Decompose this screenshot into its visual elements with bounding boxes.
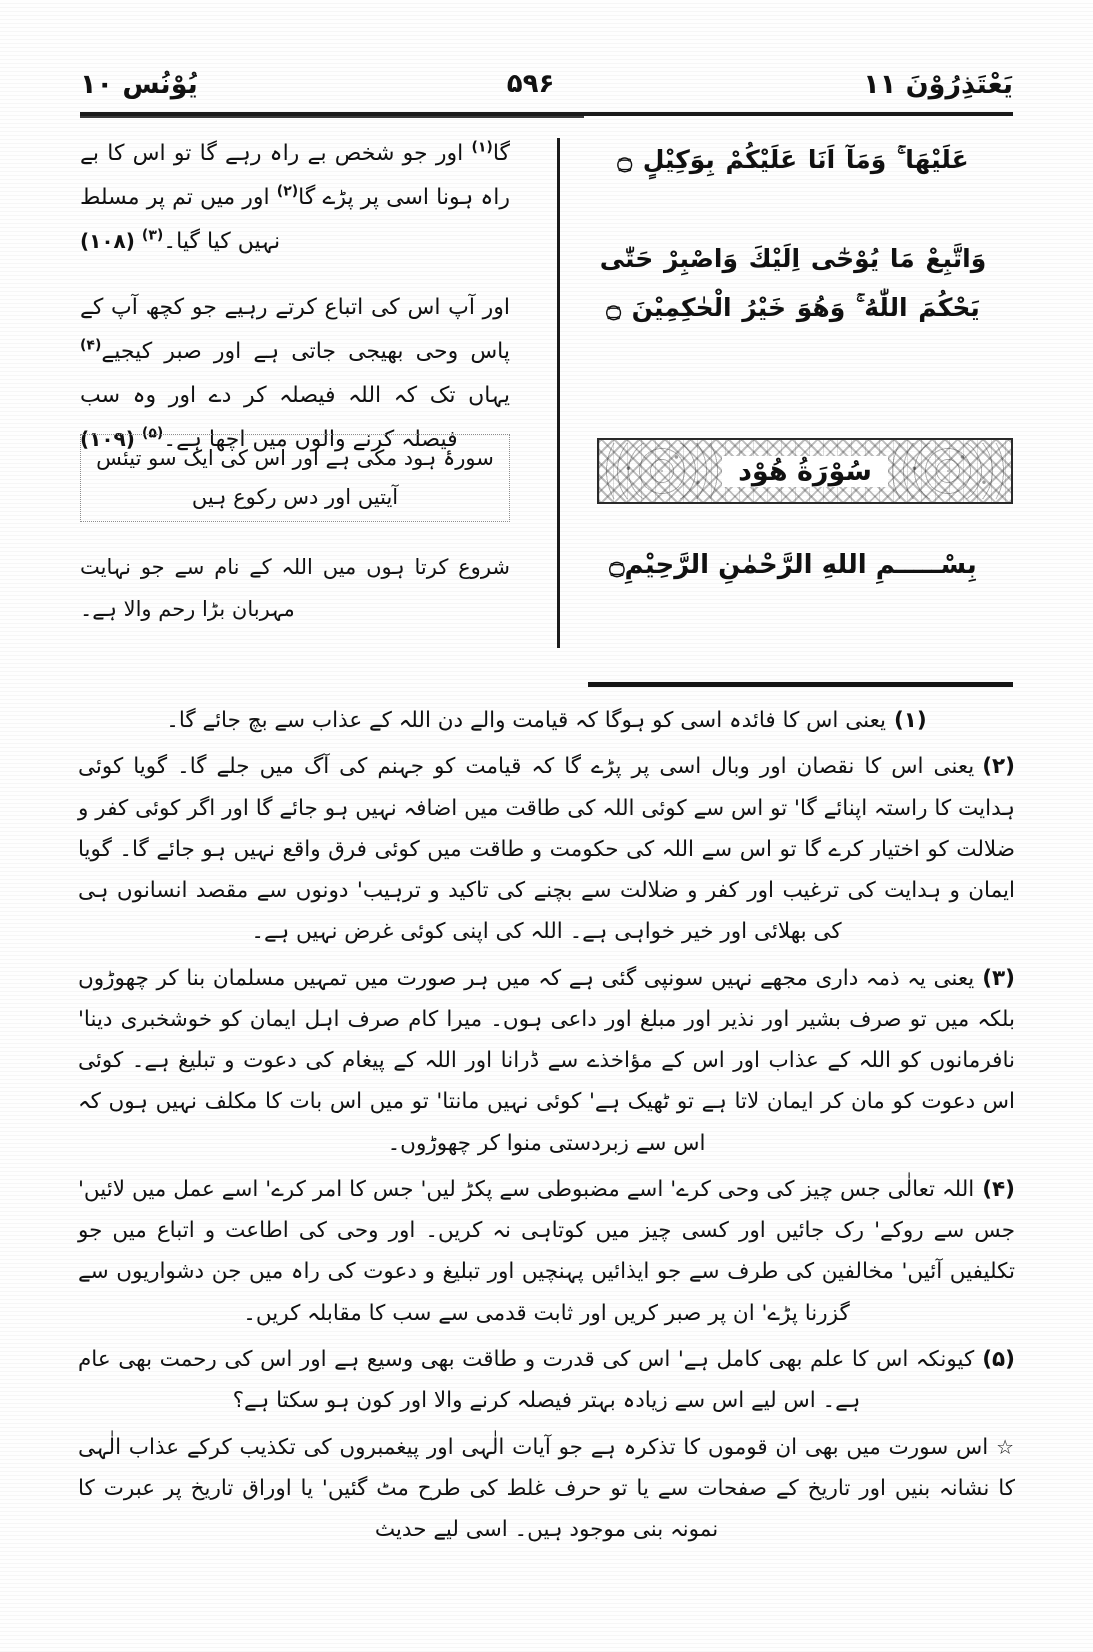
footnote-item xyxy=(78,1169,1015,1334)
translation-paragraph xyxy=(80,132,510,264)
verse-number: (۱۰۹) xyxy=(80,427,135,451)
footnote-marker: (۲) xyxy=(982,754,1015,780)
verse-number: (۱۰۸) xyxy=(80,229,135,253)
footnote-marker: (۵) xyxy=(982,1346,1015,1372)
footnote-item xyxy=(78,700,1015,741)
surah-heading-row xyxy=(80,430,1013,520)
translation-text: یہاں تک کہ اللہ فیصلہ کر دے اور وہ سب فیصلہ کرنے والوں میں اچھا ہے۔ xyxy=(80,383,510,452)
footnote-text: اس سورت میں بھی ان قوموں کا تذکرہ ہے جو آیات الٰہی اور پیغمبروں کی تکذیب کرکے عذاب الٰہی کا نشانہ بنیں اور تاریخ کے صفحات سے یا تو حرف غلط کی طرح مٹ گئیں' یا اوراق تاریخ پر عبرت کا نمونہ بنی موجود ہیں۔ اسی لیے حدیث xyxy=(78,1434,1015,1543)
footnote-text: کیونکہ اس کا علم بھی کامل ہے' اس کی قدرت و طاقت بھی وسیع ہے اور اس کی رحمت بھی عام ہے۔ اس لیے اس سے زیادہ بہتر فیصلہ کرنے والا اور کون ہو سکتا ہے؟ xyxy=(78,1346,975,1414)
translation-text: گا xyxy=(492,141,510,166)
urdu-translation-column xyxy=(80,128,510,462)
surah-info-text: سورۂ ہود مکی ہے اور اس کی ایک سو تیئس آیتیں اور دس رکوع ہیں xyxy=(96,446,494,509)
bismillah-row xyxy=(80,540,1013,650)
surah-info-box xyxy=(80,434,510,522)
footnote-ref: (۳) xyxy=(141,227,164,244)
translation-text: اور میں تم پر مسلط نہیں کیا گیا۔ xyxy=(80,185,281,254)
bismillah-urdu: شروع کرتا ہوں میں اللہ کے نام سے جو نہایت مہربان بڑا رحم والا ہے۔ xyxy=(80,555,510,621)
footnote-item xyxy=(78,958,1015,1164)
star-icon: ☆ xyxy=(996,1434,1015,1459)
header-rule xyxy=(80,112,1013,116)
footnote-marker: (۳) xyxy=(982,965,1015,991)
header-para-label: يُوْنُس ١٠ xyxy=(80,68,198,100)
footnote-text: یعنی اس کا فائدہ اسی کو ہوگا کہ قیامت والے دن اللہ کے عذاب سے بچ جائے گا۔ xyxy=(166,708,886,733)
surah-ornamental-banner xyxy=(597,438,1013,504)
footnote-marker: (۱) xyxy=(893,708,927,733)
running-header xyxy=(80,58,1013,110)
footnote-item xyxy=(78,746,1015,952)
footnote-text: یعنی اس کا نقصان اور وبال اسی پر پڑے گا کہ قیامت کو جہنم کی آگ میں جلے گا۔ گویا کوئی ہدایت کا راستہ اپنائے گا' تو اس سے کوئی اللہ کی طاقت میں اضافہ نہیں ہو جائے گا اور اگر کوئی کفر و ضلالت کو اختیار کرے گا تو اس سے اللہ کی حکومت و طاقت میں کوئی فرق واقع نہیں ہو جائے گا۔ گویا ایمان و ہدایت کی ترغیب اور کفر و ضلالت سے بچنے کی تاکید و ترہیب' دونوں سے مقصد انسانوں ہی کی بھلائی اور خیر خواہی ہے۔ اللہ کی اپنی کوئی غرض نہیں ہے۔ xyxy=(78,754,1015,945)
translation-text: اور جو شخص بے راہ رہے گا تو اس کا بے راہ ہونا اسی پر پڑے گا xyxy=(80,141,510,210)
header-surah-label: يَعْتَذِرُوْنَ ١١ xyxy=(863,68,1013,100)
footnote-separator xyxy=(588,682,1013,687)
footnote-ref: (۵) xyxy=(141,425,164,442)
footnote-text: یعنی یہ ذمہ داری مجھے نہیں سونپی گئی ہے کہ میں ہر صورت میں تمہیں مسلمان بنا کر چھوڑوں بلکہ میں تو صرف بشیر اور نذیر اور مبلغ اور داعی ہوں۔ میرا کام صرف اہل ایمان کو خوشخبری دینا' نافرمانوں کو اللہ کے عذاب اور اس کے مؤاخذے سے ڈرانا اور اللہ کے پیغام کی دعوت و تبلیغ ہے۔ کوئی اس دعوت کو مان کر ایمان لاتا ہے تو ٹھیک ہے' کوئی نہیں مانتا' تو میں اس بات کا مکلف نہیں ہوں کہ اس سے زبردستی منوا کر چھوڑوں۔ xyxy=(78,965,1015,1156)
arabic-column xyxy=(573,128,1013,332)
footnote-ref: (۴) xyxy=(80,337,102,354)
ayah-text: عَلَيْهَا ۚ وَمَآ اَنَا عَلَيْكُمْ بِوَكِيْلٍ ۝ xyxy=(617,145,969,174)
footnotes-section xyxy=(78,700,1015,1555)
page-number: ۵۹۶ xyxy=(506,69,555,99)
footnote-ref: (۱) xyxy=(471,139,493,156)
bismillah-arabic: بِسْـــــمِ اللهِ الرَّحْمٰنِ الرَّحِيْمِ۝ xyxy=(609,550,977,580)
surah-title: سُوْرَةُ هُوْد xyxy=(722,456,888,487)
ayah-text: وَاتَّبِعْ مَا يُوْحٰٓى اِلَيْكَ وَاصْبِرْ حَتّٰى يَحْكُمَ اللّٰهُ ۚ وَهُوَ خَيْرُ الْحٰكِمِيْنَ ۝ xyxy=(599,243,987,322)
footnote-text: اللہ تعالٰی جس چیز کی وحی کرے' اسے مضبوطی سے پکڑ لیں' جس کا امر کرے' اسے عمل میں لائیں' جس سے روکے' رک جائیں اور کسی چیز میں کوتاہی نہ کریں۔ اور وحی کی اطاعت و اتباع میں جو تکلیفیں آئیں' مخالفین کی طرف سے جو ایذائیں پہنچیں اور تبلیغ و دعوت کی راہ میں جن دشواریوں سے گزرنا پڑے' ان پر صبر کریں اور ثابت قدمی سے سب کا مقابلہ کریں۔ xyxy=(78,1176,1015,1326)
footnote-ref: (۲) xyxy=(276,183,299,200)
footnote-item-star xyxy=(78,1427,1015,1551)
footnote-marker: (۴) xyxy=(982,1176,1015,1202)
footnote-item xyxy=(78,1339,1015,1422)
translation-text: اور آپ اس کی اتباع کرتے رہیے جو کچھ آپ کے پاس وحی بھیجی جاتی ہے اور صبر کیجیے xyxy=(80,295,510,364)
